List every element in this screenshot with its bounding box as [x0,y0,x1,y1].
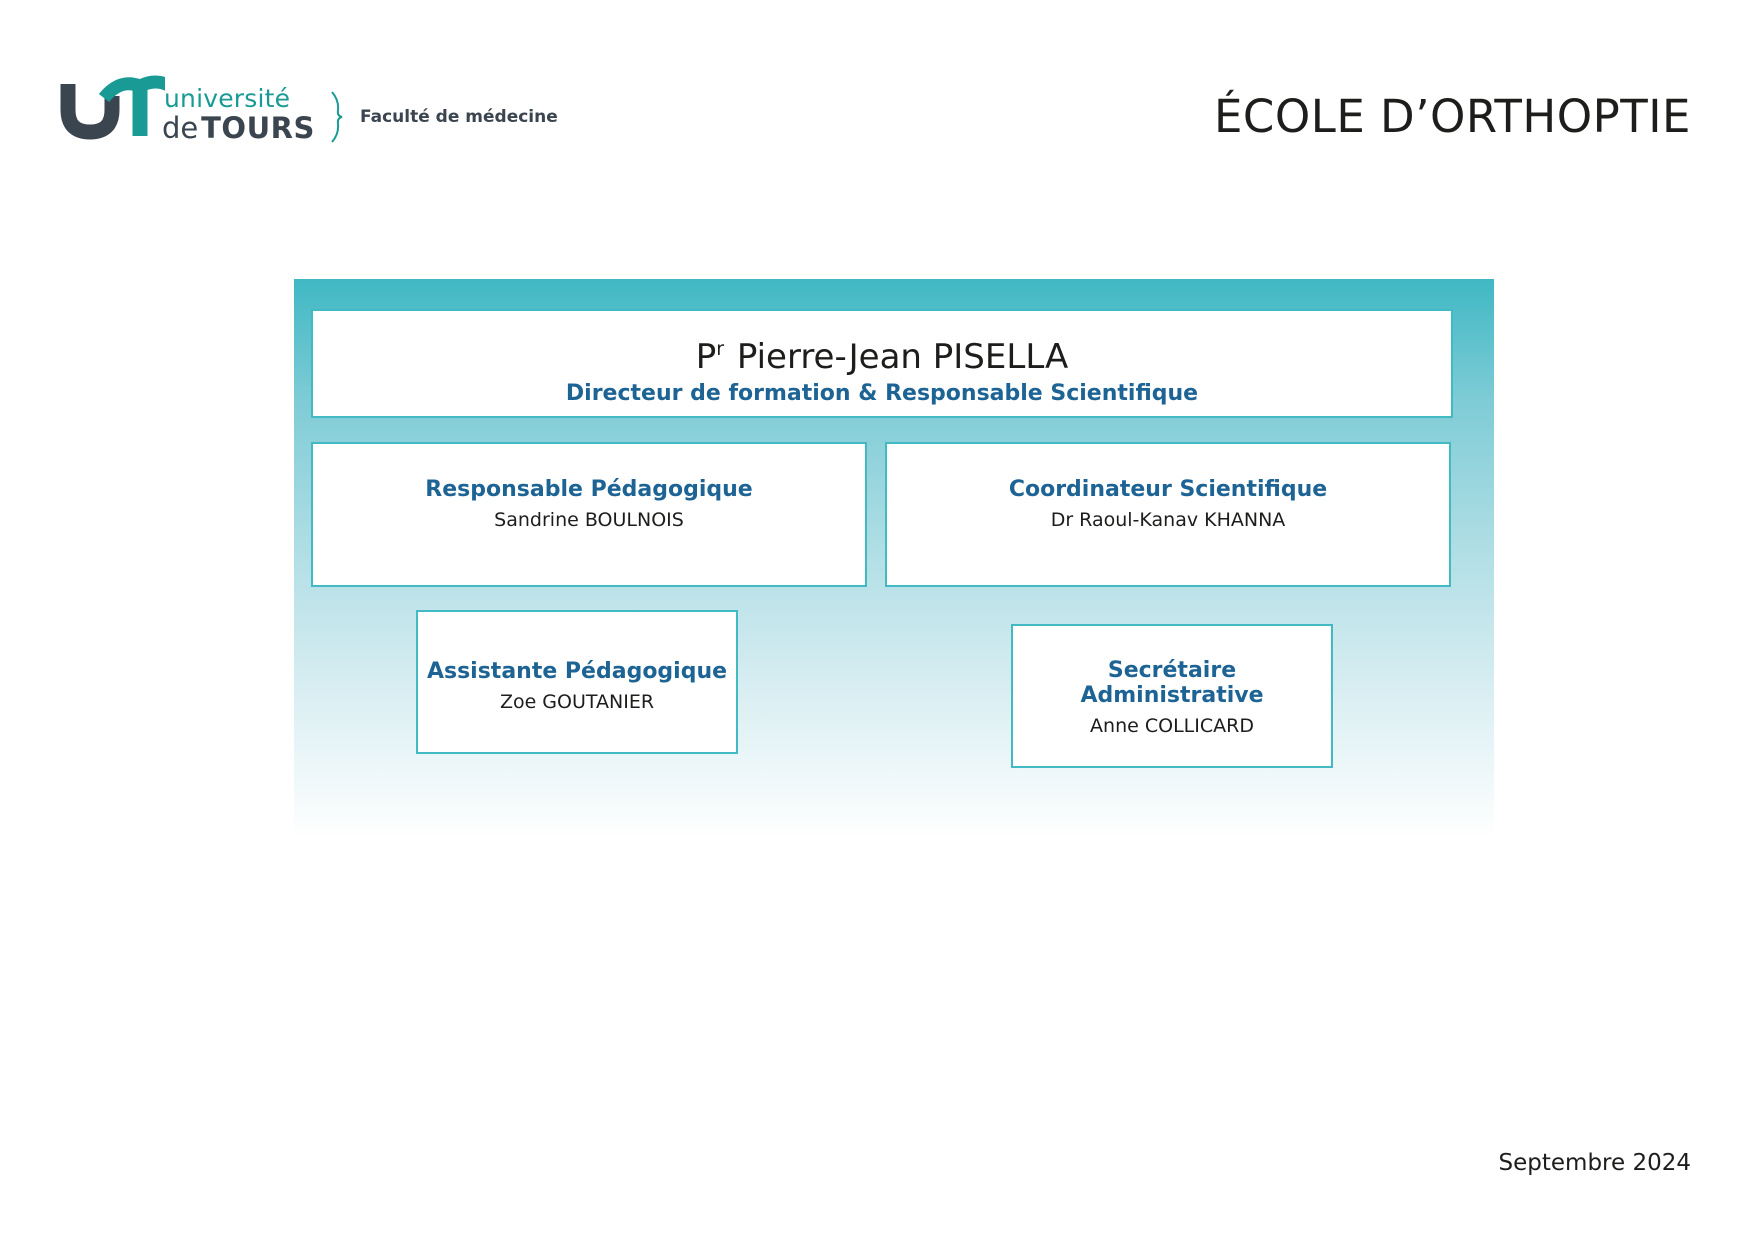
responsable-pedagogique-card [311,442,867,587]
director-title-sup: r [716,338,725,360]
logo-universite-text: université [164,84,291,113]
director-name: Pierre-Jean PISELLA [736,337,1069,377]
director-role: Directeur de formation & Responsable Scientifique [565,381,1199,406]
school-title: ÉCOLE D’ORTHOPTIE [1213,90,1691,143]
assistante-pedagogique-role: Assistante Pédagogique [426,659,728,684]
faculty-name: Faculté de médecine [360,107,558,127]
coordinateur-scientifique-role: Coordinateur Scientifique [1008,477,1328,502]
secretaire-administrative-card [1011,624,1333,768]
coordinateur-scientifique-card [885,442,1451,587]
logo-tours-text: TOURS [201,111,315,145]
university-of-tours-logo-mark-icon [60,74,165,140]
secretaire-administrative-name: Anne COLLICARD [1090,715,1254,737]
director-card [311,309,1453,418]
secretaire-administrative-role: Secrétaire Administrative [1080,658,1264,708]
logo-de-tours-text [162,111,315,145]
logo-de-text: de [162,111,199,145]
brace-separator-icon [329,90,345,144]
director-name-line [313,337,1451,377]
responsable-pedagogique-name: Sandrine BOULNOIS [494,509,684,531]
responsable-pedagogique-role: Responsable Pédagogique [425,477,753,502]
director-title-prefix: P [695,337,717,377]
university-logo [60,70,580,150]
assistante-pedagogique-card [416,610,738,754]
assistante-pedagogique-name: Zoe GOUTANIER [499,691,655,713]
coordinateur-scientifique-name: Dr Raoul-Kanav KHANNA [1050,509,1286,531]
date-label: Septembre 2024 [1498,1150,1691,1176]
